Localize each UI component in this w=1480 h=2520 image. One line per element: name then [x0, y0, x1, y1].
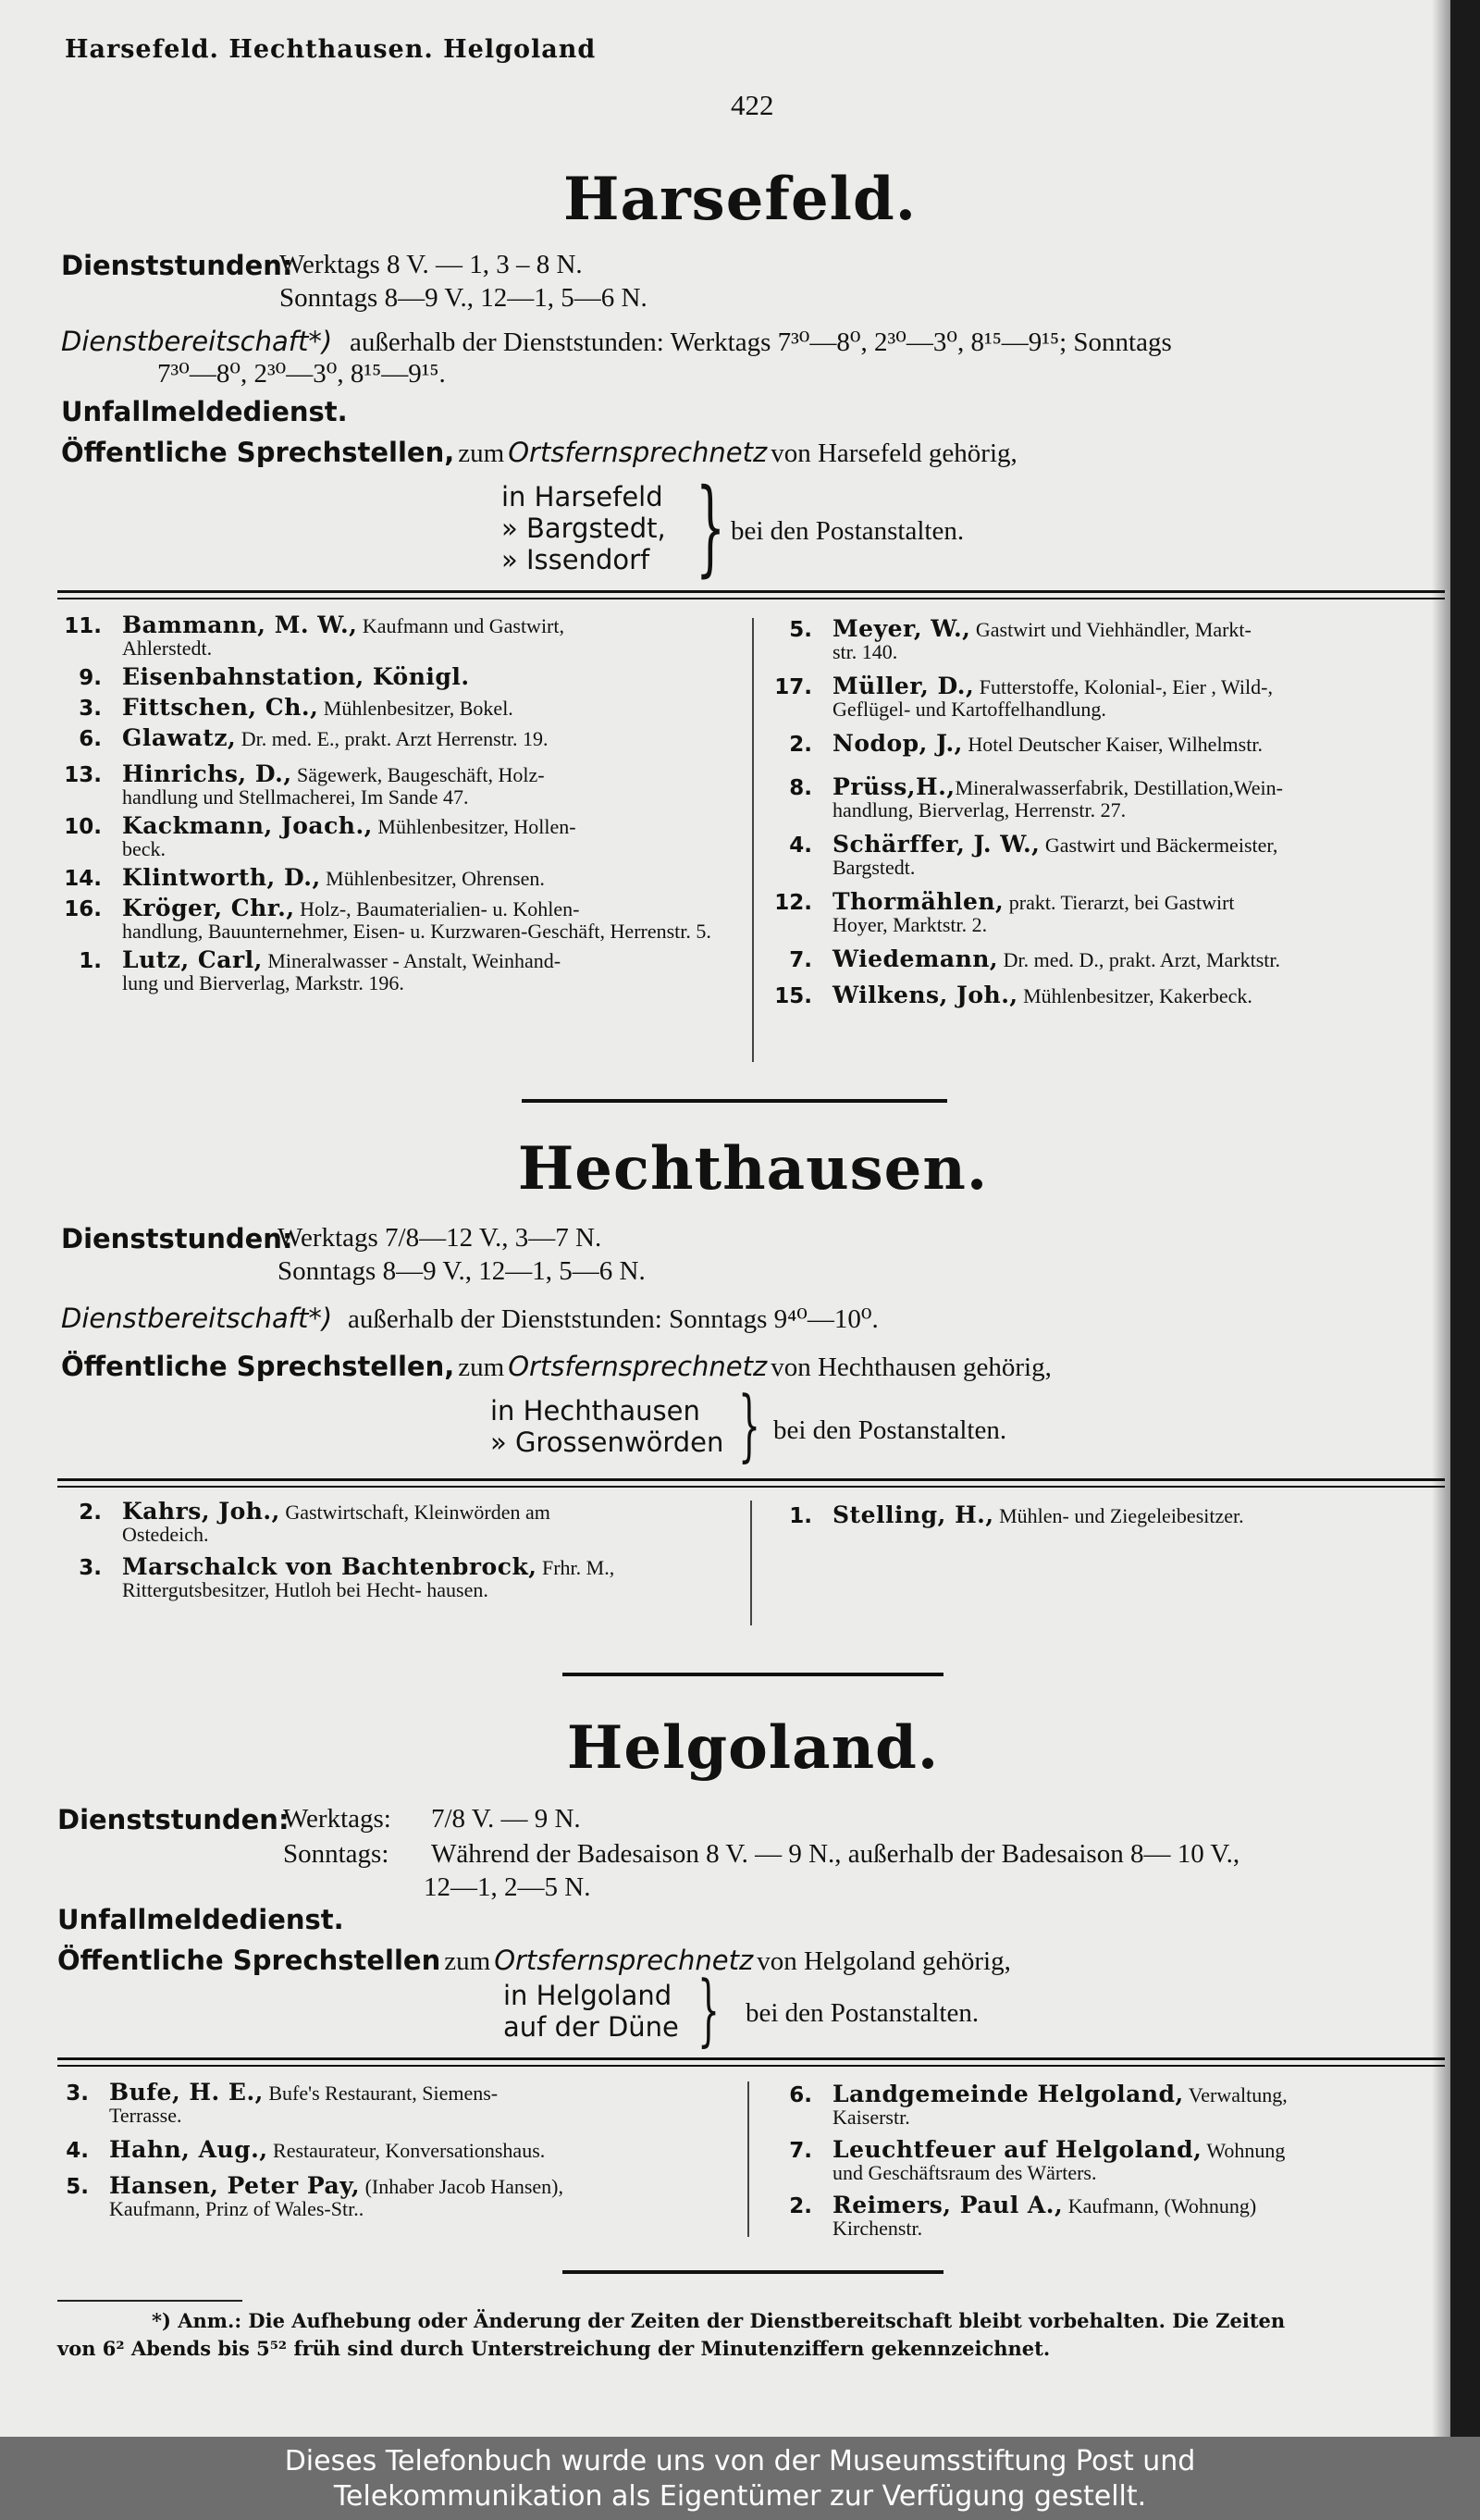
place-item: in Hechthausen	[490, 1395, 700, 1427]
archive-footer	[0, 2437, 1480, 2520]
sprechstellen-label: Öffentliche Sprechstellen,	[61, 1351, 455, 1382]
hours-line: 12—1, 2—5 N.	[424, 1872, 591, 1902]
list-item: 6. Landgemeinde Helgoland, Verwaltung, Kaiserstr.	[789, 2081, 1288, 2129]
hours-line: Sonntags 8—9 V., 12—1, 5—6 N.	[279, 283, 648, 313]
place-item: in Harsefeld	[501, 481, 663, 513]
list-item: 7. Leuchtfeuer auf Helgoland, Wohnung und Geschäftsraum des Wärters.	[789, 2136, 1286, 2184]
brace: }	[696, 467, 726, 587]
bereitschaft-text: 7³⁰—8⁰, 2³⁰—3⁰, 8¹⁵—9¹⁵.	[157, 359, 446, 389]
list-item: 2. Kahrs, Joh., Gastwirtschaft, Kleinwörden am Ostedeich.	[79, 1498, 550, 1546]
list-item: 3. Fittschen, Ch., Mühlenbesitzer, Bokel.	[79, 694, 513, 721]
section-title-helgoland: Helgoland.	[566, 1713, 940, 1783]
list-item: 12. Thormählen, prakt. Tierarzt, bei Gastwirt Hoyer, Marktstr. 2.	[774, 888, 1235, 936]
page-edge	[1450, 0, 1480, 2437]
section-title-harsefeld: Harsefeld.	[563, 165, 917, 234]
column-divider	[750, 1501, 752, 1625]
bereitschaft-text: außerhalb der Dienststunden: Sonntags 9⁴⁰—10⁰.	[348, 1304, 879, 1334]
brace: }	[738, 1379, 761, 1470]
list-item: 1. Lutz, Carl, Mineralwasser - Anstalt, Weinhand- lung und Bierverlag, Markstr. 196.	[79, 946, 561, 994]
section-title-hechthausen: Hechthausen.	[517, 1134, 989, 1204]
dienststunden-label: Dienststunden:	[61, 250, 293, 281]
sprech-netz: Ortsfernsprechnetz	[508, 437, 768, 468]
sprechstellen-label: Öffentliche Sprechstellen,	[61, 437, 455, 468]
list-item: 3. Marschalck von Bachtenbrock, Frhr. M., Rittergutsbesitzer, Hutloh bei Hecht- hausen.	[79, 1553, 615, 1601]
place-item: » Issendorf	[501, 544, 650, 575]
list-item: 2. Nodop, J., Hotel Deutscher Kaiser, Wilhelmstr.	[789, 730, 1263, 757]
list-item: 10. Kackmann, Joach., Mühlenbesitzer, Hollen- beck.	[64, 812, 576, 860]
place-item: in Helgoland	[503, 1980, 672, 2011]
hours-line: Sonntags 8—9 V., 12—1, 5—6 N.	[278, 1256, 646, 1286]
list-item: 17. Müller, D., Futterstoffe, Kolonial-, Eier , Wild-, Geflügel- und Kartoffelhandlung.	[774, 673, 1273, 721]
sprech-zum: zum	[458, 439, 505, 468]
sprechstellen-line	[61, 437, 1018, 469]
hours-line: Werktags 8 V. — 1, 3 – 8 N.	[279, 250, 583, 279]
running-head: Harsefeld. Hechthausen. Helgoland	[65, 35, 597, 64]
hours-line: Während der Badesaison 8 V. — 9 N., außerhalb der Badesaison 8— 10 V.,	[431, 1839, 1240, 1869]
page-number: 422	[731, 89, 774, 121]
places-suffix: bei den Postanstalten.	[746, 1998, 980, 2028]
place-item: » Grossenwörden	[490, 1427, 724, 1458]
list-item: 13. Hinrichs, D., Sägewerk, Baugeschäft, Holz- handlung und Stellmacherei, Im Sande 47.	[64, 760, 545, 809]
sprechstellen-line	[57, 1945, 1011, 1977]
footnote: *) Anm.: Die Aufhebung oder Änderung der Zeiten der Dienstbereitschaft bleibt vorbehalten. Die Zeiten	[152, 2309, 1286, 2332]
footer-line: Telekommunikation als Eigentümer zur Verfügung gestellt.	[333, 2480, 1147, 2513]
section-divider	[522, 1099, 947, 1103]
bereitschaft-text: außerhalb der Dienststunden: Werktags 7³⁰—8⁰, 2³⁰—3⁰, 8¹⁵—9¹⁵; Sonntags	[350, 327, 1172, 357]
sprech-rest: von Helgoland gehörig,	[757, 1946, 1011, 1976]
hours-line: 7/8 V. — 9 N.	[431, 1804, 581, 1834]
sprechstellen-line	[61, 1351, 1052, 1383]
list-item: 5. Meyer, W., Gastwirt und Viehhändler, Markt- str. 140.	[789, 615, 1252, 663]
bereitschaft-label: Dienstbereitschaft*)	[61, 1303, 333, 1334]
column-divider	[747, 2081, 749, 2237]
hours-label: Werktags:	[283, 1804, 391, 1834]
double-rule	[57, 1478, 1445, 1488]
entries-right	[768, 1501, 1443, 1528]
unfall-label: Unfallmeldedienst.	[57, 1904, 344, 1935]
list-item: 6. Glawatz, Dr. med. E., prakt. Arzt Herrenstr. 19.	[79, 724, 549, 751]
sprech-zum: zum	[458, 1353, 505, 1382]
double-rule	[57, 590, 1445, 599]
sprech-rest: von Hechthausen gehörig,	[771, 1353, 1052, 1382]
list-item: 4. Schärffer, J. W., Gastwirt und Bäckermeister, Bargstedt.	[789, 831, 1278, 879]
list-item: 16. Kröger, Chr., Holz-, Baumaterialien- u. Kohlen- handlung, Bauunternehmer, Eisen- u. Kurzwaren-Geschäft, Herrenstr. 5.	[64, 895, 711, 943]
sprech-zum: zum	[444, 1946, 491, 1976]
dienststunden-label: Dienststunden:	[61, 1223, 293, 1254]
list-item: 5. Hansen, Peter Pay, (Inhaber Jacob Hansen), Kaufmann, Prinz of Wales-Str..	[66, 2172, 563, 2220]
entries-left	[44, 2081, 736, 2219]
entries-right	[768, 2083, 1449, 2239]
column-divider	[752, 618, 754, 1062]
list-item: 15. Wilkens, Joh., Mühlenbesitzer, Kakerbeck.	[774, 982, 1252, 1008]
list-item: 7. Wiedemann, Dr. med. D., prakt. Arzt, Marktstr.	[789, 945, 1281, 972]
list-item: 11. Bammann, M. W., Kaufmann und Gastwirt, Ahlerstedt.	[64, 611, 564, 660]
list-item: 2. Reimers, Paul A., Kaufmann, (Wohnung) Kirchenstr.	[789, 2192, 1257, 2240]
list-item: 3. Bufe, H. E., Bufe's Restaurant, Siemens- Terrasse.	[66, 2079, 499, 2127]
entries-left	[57, 1498, 742, 1601]
entries-right	[768, 615, 1443, 1008]
list-item: 14. Klintworth, D., Mühlenbesitzer, Ohrensen.	[64, 864, 545, 891]
sprechstellen-label: Öffentliche Sprechstellen	[57, 1945, 441, 1976]
unfall-label: Unfallmeldedienst.	[61, 396, 348, 427]
double-rule	[57, 2057, 1445, 2067]
hours-label: Sonntags:	[283, 1839, 389, 1869]
list-item: 9. Eisenbahnstation, Königl.	[79, 663, 470, 690]
bereitschaft-label: Dienstbereitschaft*)	[61, 326, 333, 357]
section-divider	[562, 2270, 944, 2274]
entries-left	[57, 611, 742, 994]
sprech-rest: von Harsefeld gehörig,	[771, 439, 1018, 468]
hours-line: Werktags 7/8—12 V., 3—7 N.	[278, 1223, 602, 1253]
dienststunden-label: Dienststunden:	[57, 1804, 290, 1835]
brace: }	[697, 1964, 721, 2055]
page-edge-shadow	[1432, 0, 1450, 2437]
footer-line: Dieses Telefonbuch wurde uns von der Museumsstiftung Post und	[284, 2445, 1196, 2477]
place-item: » Bargstedt,	[501, 513, 666, 544]
places-list	[501, 481, 666, 575]
section-divider	[562, 1673, 944, 1676]
list-item: 8. Prüss,H.,Mineralwasserfabrik, Destillation,Wein- handlung, Bierverlag, Herrenstr. 27.	[789, 773, 1283, 821]
footnote: von 6² Abends bis 5⁵² früh sind durch Unterstreichung der Minutenziffern gekennzeichnet.	[57, 2337, 1051, 2360]
places-list	[503, 1980, 679, 2043]
list-item: 1. Stelling, H., Mühlen- und Ziegeleibesitzer.	[789, 1501, 1244, 1528]
list-item: 4. Hahn, Aug., Restaurateur, Konversationshaus.	[66, 2136, 546, 2163]
places-suffix: bei den Postanstalten.	[773, 1415, 1007, 1445]
sprech-netz: Ortsfernsprechnetz	[508, 1351, 768, 1382]
sprech-netz: Ortsfernsprechnetz	[494, 1945, 754, 1976]
places-list	[490, 1395, 723, 1458]
place-item: auf der Düne	[503, 2011, 679, 2043]
footnote-rule	[57, 2300, 242, 2302]
places-suffix: bei den Postanstalten.	[731, 516, 965, 546]
